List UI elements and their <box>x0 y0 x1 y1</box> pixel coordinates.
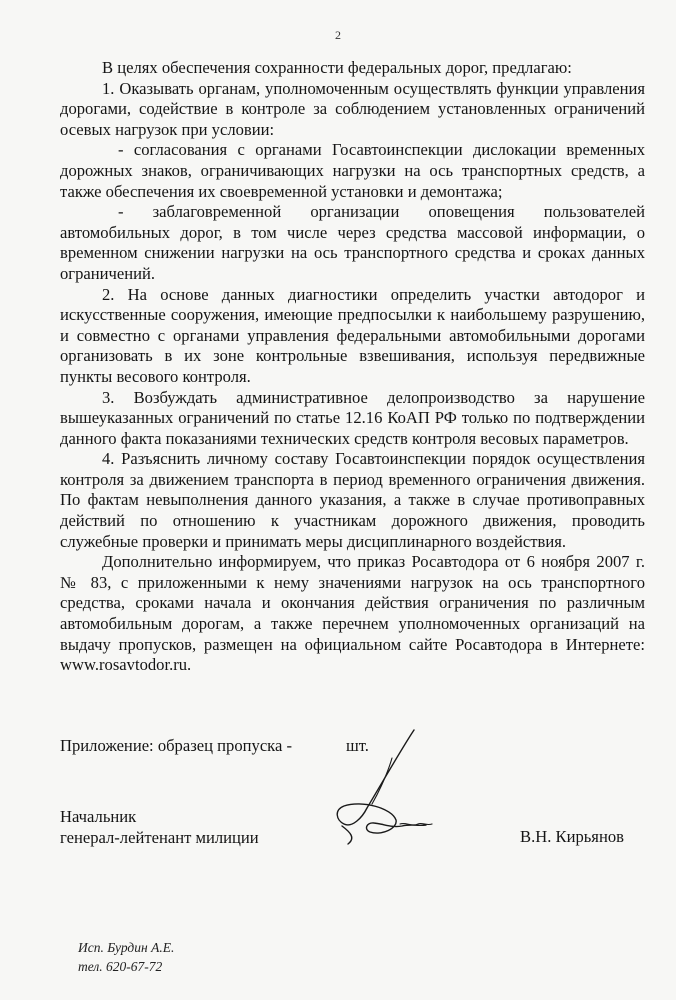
page-number: 2 <box>335 28 341 42</box>
paragraph-additional-info: Дополнительно информируем, что приказ Росавтодора от 6 ноября 2007 г. № 83, с приложенными к нему значениями нагрузок на ось транспортного средства, сроками начала и окончания действия ограничения по различным автомобильным дорогам, а также перечнем уполномоченных организаций на выдачу пропусков, размещен на официальном сайте Росавтодора в Интернете: www.rosavtodor.ru. <box>60 552 645 675</box>
paragraph-item-4: 4. Разъяснить личному составу Госавтоинспекции порядок осуществления контроля за движением транспорта в период временного ограничения движения. По фактам невыполнения данного указания, а также в случае противоправных действий по отношению к участникам дорожного движения, проводить служебные проверки и принимать меры дисциплинарного воздействия. <box>60 449 645 551</box>
appendix-unit: шт. <box>346 736 369 755</box>
appendix-label: Приложение: образец пропуска - <box>60 736 293 755</box>
signatory-rank: генерал-лейтенант милиции <box>60 828 259 847</box>
appendix-line <box>60 736 369 756</box>
executor-phone: тел. 620-67-72 <box>78 959 163 974</box>
paragraph-item-2: 2. На основе данных диагностики определить участки автодорог и искусственные сооружения, имеющие предпосылки к наибольшему разрушению, и совместно с органами управления федеральными автомобильными дорогами организовать в их зоне контрольные взвешивания, используя передвижные пункты весового контроля. <box>60 284 645 386</box>
letter-body <box>60 58 645 676</box>
paragraph-bullet-1: - согласования с органами Госавтоинспекции дислокации временных дорожных знаков, ограничивающих нагрузки на ось транспортных средств, а также обеспечения их своевременной установки и демонтажа; <box>60 140 645 201</box>
paragraph-bullet-2: - заблаговременной организации оповещения пользователей автомобильных дорог, в том числе через средства массовой информации, о временном снижении нагрузки на ось транспортного средства и сроках данных ограничений. <box>60 202 645 283</box>
signatory-position: Начальник <box>60 807 137 826</box>
signatory-title <box>60 806 259 848</box>
executor-info <box>78 938 174 976</box>
paragraph-intro: В целях обеспечения сохранности федеральных дорог, предлагаю: <box>102 58 572 77</box>
handwritten-signature <box>322 728 442 848</box>
paragraph-item-3: 3. Возбуждать административное делопроизводство за нарушение вышеуказанных ограничений по статье 12.16 КоАП РФ только по подтверждении данного факта показаниями технических средств контроля весовых параметров. <box>60 387 645 448</box>
signatory-name: В.Н. Кирьянов <box>520 827 624 846</box>
executor-name: Исп. Бурдин А.Е. <box>78 940 175 955</box>
paragraph-item-1: 1. Оказывать органам, уполномоченным осуществлять функции управления дорогами, содействие в контроле за соблюдением установленных ограничений осевых нагрузок при условии: <box>60 78 645 139</box>
